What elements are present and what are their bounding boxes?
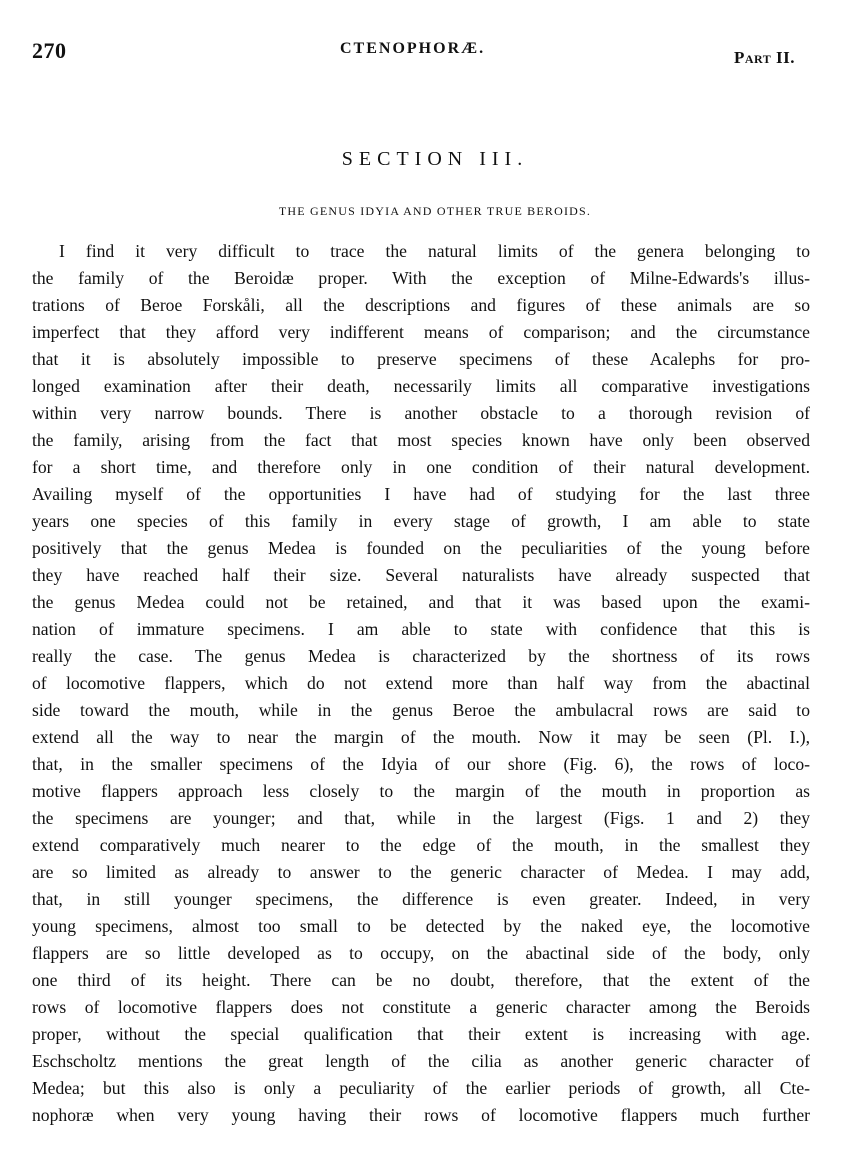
text-line: really the case. The genus Medea is characterized by the shortness of its rows	[32, 646, 810, 666]
text-line: rows of locomotive flappers does not constitute a generic character among the Beroids	[32, 997, 810, 1017]
text-line: I find it very difficult to trace the natural limits of the genera belonging to	[59, 241, 810, 261]
text-line: Eschscholtz mentions the great length of the cilia as another generic character of	[32, 1051, 810, 1071]
text-line: are so limited as already to answer to the generic character of Medea. I may add,	[32, 862, 810, 882]
body-paragraph	[32, 238, 810, 1129]
text-line: that, in still younger specimens, the difference is even greater. Indeed, in very	[32, 889, 810, 909]
text-line: years one species of this family in every stage of growth, I am able to state	[32, 511, 810, 531]
text-line: one third of its height. There can be no doubt, therefore, that the extent of the	[32, 970, 810, 990]
text-line: that, in the smaller specimens of the Idyia of our shore (Fig. 6), the rows of loco-	[32, 754, 810, 774]
part-label: Part II.	[734, 48, 796, 67]
text-line: Medea; but this also is only a peculiarity of the earlier periods of growth, all Cte-	[32, 1078, 810, 1098]
text-line: side toward the mouth, while in the genus Beroe the ambulacral rows are said to	[32, 700, 810, 720]
text-line: the family, arising from the fact that most species known have only been observed	[32, 430, 810, 450]
text-line: the genus Medea could not be retained, and that it was based upon the exami-	[32, 592, 810, 612]
text-line: that it is absolutely impossible to preserve specimens of these Acalephs for pro-	[32, 349, 810, 369]
text-line: within very narrow bounds. There is another obstacle to a thorough revision of	[32, 403, 810, 423]
running-head-title: CTENOPHORÆ.	[340, 40, 486, 57]
text-line: Availing myself of the opportunities I have had of studying for the last three	[32, 484, 810, 504]
text-line: extend all the way to near the margin of the mouth. Now it may be seen (Pl. I.),	[32, 727, 810, 747]
text-line: of locomotive flappers, which do not extend more than half way from the abactinal	[32, 673, 810, 693]
text-line: imperfect that they afford very indifferent means of comparison; and the circumstance	[32, 322, 810, 342]
section-subtitle: THE GENUS IDYIA AND OTHER TRUE BEROIDS.	[278, 204, 592, 218]
text-line: proper, without the special qualification that their extent is increasing with age.	[32, 1024, 810, 1044]
text-line: longed examination after their death, necessarily limits all comparative investigations	[32, 376, 810, 396]
text-line: extend comparatively much nearer to the edge of the mouth, in the smallest they	[32, 835, 810, 855]
text-line: nophoræ when very young having their rows of locomotive flappers much further	[32, 1105, 810, 1125]
text-line: the specimens are younger; and that, while in the largest (Figs. 1 and 2) they	[32, 808, 810, 828]
text-line: flappers are so little developed as to occupy, on the abactinal side of the body, only	[32, 943, 810, 963]
text-line: they have reached half their size. Several naturalists have already suspected that	[32, 565, 810, 585]
page-number: 270	[32, 38, 67, 63]
text-line: trations of Beroe Forskåli, all the descriptions and figures of these animals are so	[32, 295, 810, 315]
text-line: motive flappers approach less closely to the margin of the mouth in proportion as	[32, 781, 810, 801]
text-line: nation of immature specimens. I am able to state with confidence that this is	[32, 619, 810, 639]
text-line: positively that the genus Medea is founded on the peculiarities of the young before	[32, 538, 810, 558]
text-line: young specimens, almost too small to be detected by the naked eye, the locomotive	[32, 916, 810, 936]
section-heading: SECTION III.	[341, 148, 529, 170]
text-line: for a short time, and therefore only in one condition of their natural development.	[32, 457, 810, 477]
text-line: the family of the Beroidæ proper. With the exception of Milne-Edwards's illus-	[32, 268, 810, 288]
